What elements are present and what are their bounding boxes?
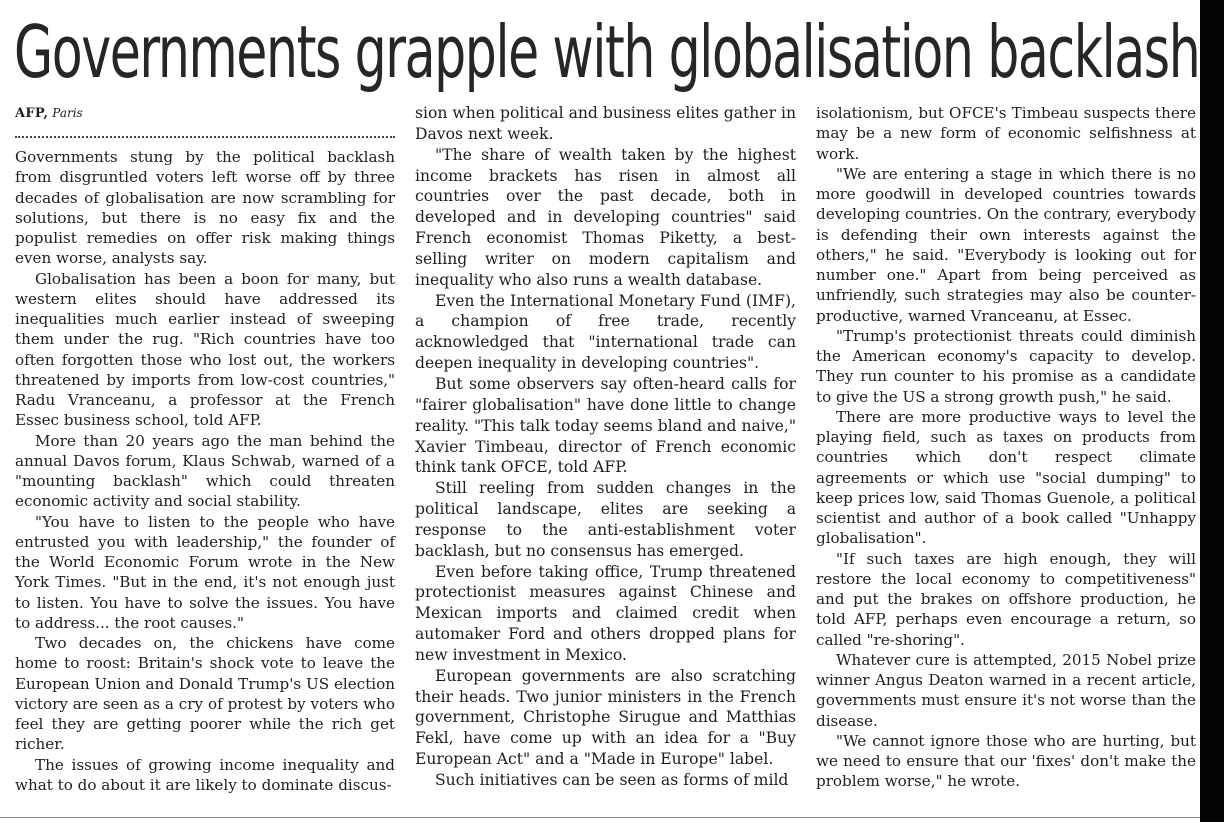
paragraph: Globalisation has been a boon for many, but western elites should have addressed its inequalities much earlier instead of sweeping them under the rug. "Rich countries have too often forgotten those who lost out, the workers threatened by imports from low-cost countries," Radu Vranceanu, a professor at the French Essec business school, told AFP. <box>15 269 395 430</box>
paragraph: "If such taxes are high enough, they will restore the local economy to competitiveness" and put the brakes on offshore production, he told AFP, perhaps even encourage a return, so called "re-shoring". <box>816 549 1196 649</box>
paragraph: Whatever cure is attempted, 2015 Nobel prize winner Angus Deaton warned in a recent article, governments must ensure it's not worse than the disease. <box>816 650 1196 730</box>
byline-agency: AFP, <box>15 106 49 121</box>
paragraph: "Trump's protectionist threats could diminish the American economy's capacity to develop. They run counter to his promise as a candidate to give the US a strong growth push," he said. <box>816 326 1196 406</box>
page-edge-bar <box>1200 0 1224 822</box>
paragraph: European governments are also scratching their heads. Two junior ministers in the French government, Christophe Sirugue and Matthias Fekl, have come up with an idea for a "Buy European Act" and a "Made in Europe" label. <box>415 666 796 769</box>
paragraph: Even before taking office, Trump threatened protectionist measures against Chinese and Mexican imports and claimed credit when automaker Ford and others dropped plans for new investment in Mexico. <box>415 562 796 664</box>
byline <box>15 103 395 124</box>
article-column-1 <box>15 103 395 795</box>
byline-location: Paris <box>52 106 83 120</box>
paragraph: sion when political and business elites gather in Davos next week. <box>415 104 797 143</box>
article-column-2 <box>415 103 796 791</box>
paragraph: "The share of wealth taken by the highest income brackets has risen in almost all countries over the past decade, both in developed and in developing countries" said French economist Thomas Piketty, a best-selling writer on modern capitalism and inequality who also runs a wealth database. <box>415 145 796 289</box>
paragraph: Two decades on, the chickens have come home to roost: Britain's shock vote to leave the European Union and Donald Trump's US election victory are seen as a cry of protest by voters who feel they are getting poorer while the rich get richer. <box>15 634 395 754</box>
paragraph: Still reeling from sudden changes in the political landscape, elites are seeking a response to the anti-establishment voter backlash, but no consensus has emerged. <box>415 479 796 560</box>
paragraph: "We are entering a stage in which there is no more goodwill in developed countries towards developing countries. On the contrary, everybody is defending their own interests against the others," he said. "Everybody is looking out for number one." Apart from being perceived as unfriendly, such strategies may also be counter-productive, warned Vranceanu, at Essec. <box>816 164 1196 325</box>
dotted-divider <box>15 124 395 138</box>
paragraph: The issues of growing income inequality and what to do about it are likely to dominate discus- <box>15 755 395 794</box>
headline: Governments grapple with globalisation backlash <box>14 10 1200 94</box>
paragraph: "You have to listen to the people who have entrusted you with leadership," the founder of the World Economic Forum wrote in the New York Times. "But in the end, it's not enough just to listen. You have to solve the issues. You have to address... the root causes." <box>15 512 395 632</box>
bottom-rule <box>0 817 1200 818</box>
paragraph: Governments stung by the political backlash from disgruntled voters left worse off by three decades of globalisation are now scrambling for solutions, but there is no easy fix and the populist remedies on offer risk making things even worse, analysts say. <box>15 148 395 268</box>
paragraph: Even the International Monetary Fund (IMF), a champion of free trade, recently acknowledged that "international trade can deepen inequality in developing countries". <box>415 291 796 373</box>
paragraph: There are more productive ways to level the playing field, such as taxes on products from countries which don't respect climate agreements or which use "social dumping" to keep prices low, said Thomas Guenole, a political scientist and author of a book called "Unhappy globalisation". <box>816 407 1196 548</box>
paragraph: Such initiatives can be seen as forms of mild <box>435 771 789 789</box>
article-column-3 <box>816 103 1196 792</box>
paragraph: But some observers say often-heard calls for "fairer globalisation" have done little to change reality. "This talk today seems bland and naive," Xavier Timbeau, director of French economic think tank OFCE, told AFP. <box>415 374 796 477</box>
paragraph: isolationism, but OFCE's Timbeau suspects there may be a new form of economic selfishness at work. <box>816 104 1196 163</box>
paragraph: More than 20 years ago the man behind the annual Davos forum, Klaus Schwab, warned of a "mounting backlash" which could threaten economic activity and social stability. <box>15 431 395 511</box>
paragraph: "We cannot ignore those who are hurting, but we need to ensure that our 'fixes' don't make the problem worse," he wrote. <box>816 731 1196 791</box>
